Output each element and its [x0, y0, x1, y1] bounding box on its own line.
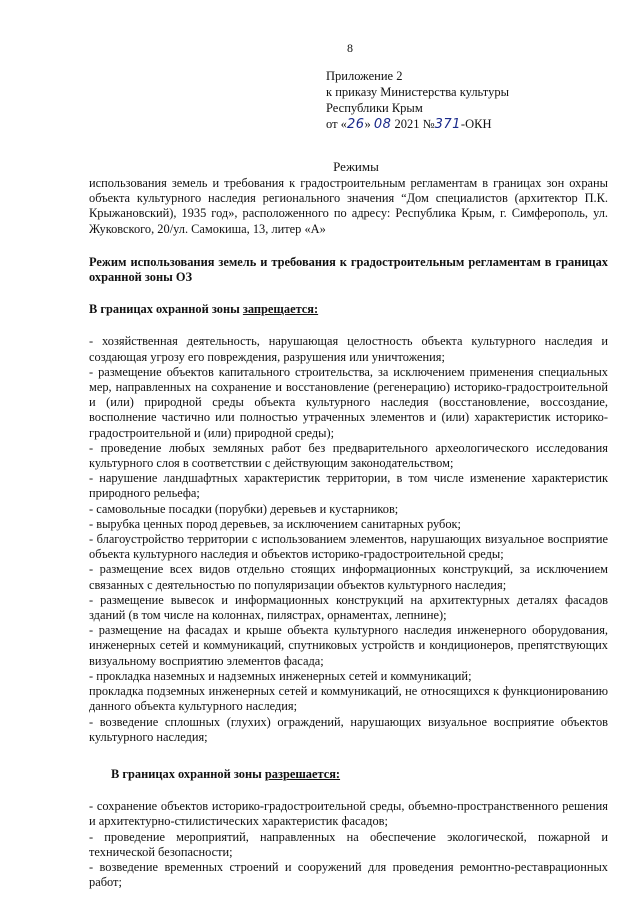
date-mid: »: [364, 117, 374, 131]
list-item: - возведение временных строений и сооружений для проведения ремонтно-реставрационных работ;: [89, 859, 608, 890]
list-item: - самовольные посадки (порубки) деревьев и кустарников;: [89, 501, 399, 516]
list-item: - размещение всех видов отдельно стоящих информационных конструкций, за исключением связанных с деятельностью по популяризации объектов культурного наследия;: [89, 562, 608, 592]
date-month-handwritten: 08: [373, 117, 392, 132]
list-item: - благоустройство территории с использованием элементов, нарушающих визуальное восприятие объекта культурного наследия и объектов историко-градостроительной среды;: [89, 532, 608, 562]
list-item: прокладка подземных инженерных сетей и коммуникаций, не относящихся к функционированию данного объекта культурного наследия;: [89, 684, 608, 714]
list-item: - хозяйственная деятельность, нарушающая целостность объекта культурного наследия и создающая угрозу его повреждения, разрушения или уничтожения;: [89, 334, 608, 364]
list-item: - возведение сплошных (глухих) ограждений, нарушающих визуальное восприятие объектов культурного наследия;: [89, 714, 608, 744]
date-year: 2021: [394, 117, 420, 131]
number-suffix: -ОКН: [460, 117, 492, 131]
allowed-heading: [89, 767, 608, 782]
list-item: - проведение мероприятий, направленных на обеспечение экологической, пожарной и технической безопасности;: [89, 829, 608, 859]
intro-paragraph: использования земель и требования к градостроительным регламентам в границах зон охраны объекта культурного наследия регионального значения “Дом специалистов (архитектор П.К. Крыжановский), 1935 год», расположенного по адресу: Республика Крым, г. Симферополь, ул. Жуковского, 20/ул. Самокиша, 13, литер «А»: [89, 176, 608, 236]
date-number-line: [326, 116, 509, 133]
prohibited-list: [89, 334, 608, 744]
date-prefix: от «: [326, 117, 347, 131]
appendix-header: [326, 68, 509, 133]
list-item: - нарушение ландшафтных характеристик территории, в том числе изменение характеристик природного рельефа;: [89, 471, 608, 501]
section-title: Режим использования земель и требования к градостроительным регламентам в границах охранной зоны ОЗ: [89, 254, 608, 285]
prohibited-heading-prefix: В границах охранной зоны: [89, 302, 243, 317]
list-item: - сохранение объектов историко-градостроительной среды, объемно-пространственного решения и архитектурно-стилистических характеристик фасадов;: [89, 799, 608, 829]
list-item: - вырубка ценных пород деревьев, за исключением санитарных рубок;: [89, 516, 462, 531]
allowed-heading-prefix: В границах охранной зоны: [111, 766, 265, 781]
allowed-heading-emphasis: разрешается:: [264, 766, 341, 781]
page-number: 8: [347, 41, 353, 55]
number-prefix: №: [419, 117, 435, 131]
republic-line: Республики Крым: [326, 101, 423, 115]
order-number-handwritten: 371: [434, 117, 461, 132]
list-item: - размещение на фасадах и крыше объекта культурного наследия инженерного оборудования, инженерных сетей и коммуникаций, спутниковых устройств и кондиционеров, препятствующих визуальному восприятию элементов фасада;: [89, 623, 608, 668]
list-item: - проведение любых земляных работ без предварительного археологического исследования культурного слоя в соответствии с действующим законодательством;: [89, 440, 608, 471]
order-line: к приказу Министерства культуры: [326, 85, 509, 99]
allowed-list: [89, 799, 608, 890]
list-item: - прокладка наземных и надземных инженерных сетей и коммуникаций;: [89, 668, 472, 683]
appendix-line: Приложение 2: [326, 69, 403, 83]
list-item: - размещение вывесок и информационных конструкций на архитектурных деталях фасадов зданий (в том числе на колоннах, пилястрах, орнаментах, лепнине);: [89, 592, 608, 623]
list-item: - размещение объектов капитального строительства, за исключением применения специальных мер, направленных на сохранение и восстановление (регенерацию) историко-градостроительной и (или) природной среды объекта культурного наследия (восстановление, воссоздание, восполнение частично или полностью утраченных элементов и (или) характеристик историко-градостроительной и (или) природной среды);: [89, 364, 608, 440]
prohibited-heading-emphasis: запрещается:: [242, 302, 319, 317]
date-day-handwritten: 26: [346, 117, 365, 132]
prohibited-heading: [89, 302, 608, 317]
document-title: Режимы: [333, 159, 379, 174]
document-body: [89, 176, 608, 912]
